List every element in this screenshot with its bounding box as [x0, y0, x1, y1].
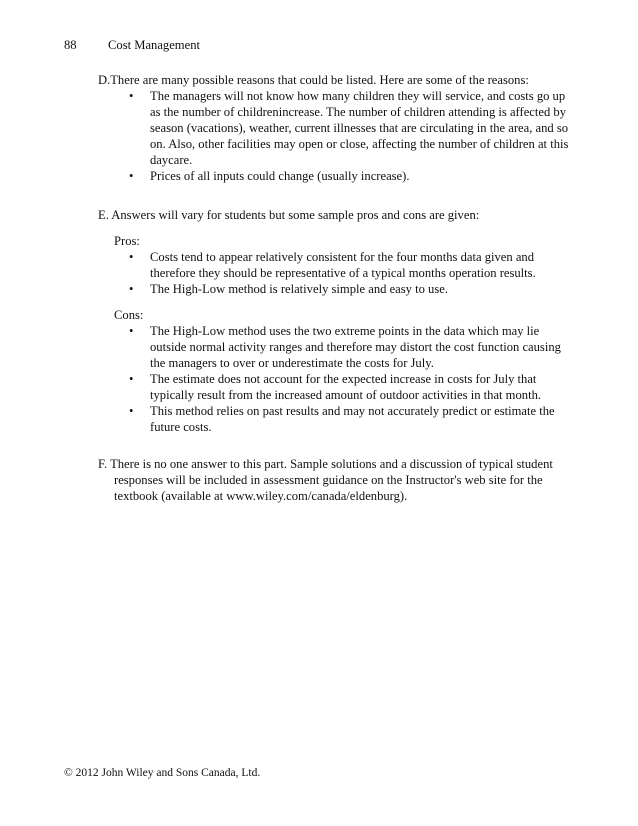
section-e-lead: E. Answers will vary for students but some sample pros and cons are given: — [98, 208, 480, 222]
list-item — [98, 168, 578, 184]
cons-bullet-list — [98, 323, 578, 435]
bullet-icon: • — [129, 372, 134, 386]
running-title: Cost Management — [108, 38, 200, 52]
list-item — [98, 403, 578, 435]
list-item-text: The managers will not know how many children they will service, and costs go up as the number of childrenincrease. The number of children attending is affected by season (vacations), weather, current illnesses that are circulating in the area, and so on. Also, other facilities may open or close, affecting the number of children at this daycare. — [150, 89, 569, 167]
section-d-lead: D.There are many possible reasons that could be listed. Here are some of the reasons: — [98, 73, 529, 87]
page-number: 88 — [64, 38, 77, 52]
bullet-icon: • — [129, 250, 134, 264]
list-item — [98, 249, 578, 281]
bullet-icon: • — [129, 89, 134, 103]
list-item-text: Costs tend to appear relatively consistent for the four months data given and therefore they should be representative of a typical months operation results. — [150, 250, 536, 280]
list-item — [98, 371, 578, 403]
bullet-icon: • — [129, 404, 134, 418]
bullet-icon: • — [129, 169, 134, 183]
pros-bullet-list — [98, 249, 578, 297]
section-f-text: F. There is no one answer to this part. Sample solutions and a discussion of typical student responses will be included in assessment guidance on the Instructor's web site for the textbook (available at www.wiley.com/canada/eldenburg). — [98, 457, 553, 503]
list-item-text: The High-Low method is relatively simple and easy to use. — [150, 282, 448, 296]
bullet-icon: • — [129, 324, 134, 338]
cons-label: Cons: — [114, 308, 144, 322]
list-item — [98, 88, 578, 168]
section-d — [98, 72, 578, 184]
list-item — [98, 281, 578, 297]
copyright-footer: © 2012 John Wiley and Sons Canada, Ltd. — [64, 767, 261, 779]
section-f — [98, 456, 578, 504]
list-item-text: The High-Low method uses the two extreme points in the data which may lie outside normal activity ranges and therefore may distort the cost function causing the managers to over or underestimate the costs for July. — [150, 324, 561, 370]
pros-label: Pros: — [114, 234, 140, 248]
list-item-text: The estimate does not account for the expected increase in costs for July that typically result from the increased amount of outdoor activities in that month. — [150, 372, 542, 402]
list-item-text: Prices of all inputs could change (usually increase). — [150, 169, 410, 183]
page-header — [64, 37, 200, 53]
section-d-bullet-list — [98, 88, 578, 184]
list-item-text: This method relies on past results and may not accurately predict or estimate the future costs. — [150, 404, 555, 434]
section-e — [98, 207, 578, 435]
bullet-icon: • — [129, 282, 134, 296]
list-item — [98, 323, 578, 371]
